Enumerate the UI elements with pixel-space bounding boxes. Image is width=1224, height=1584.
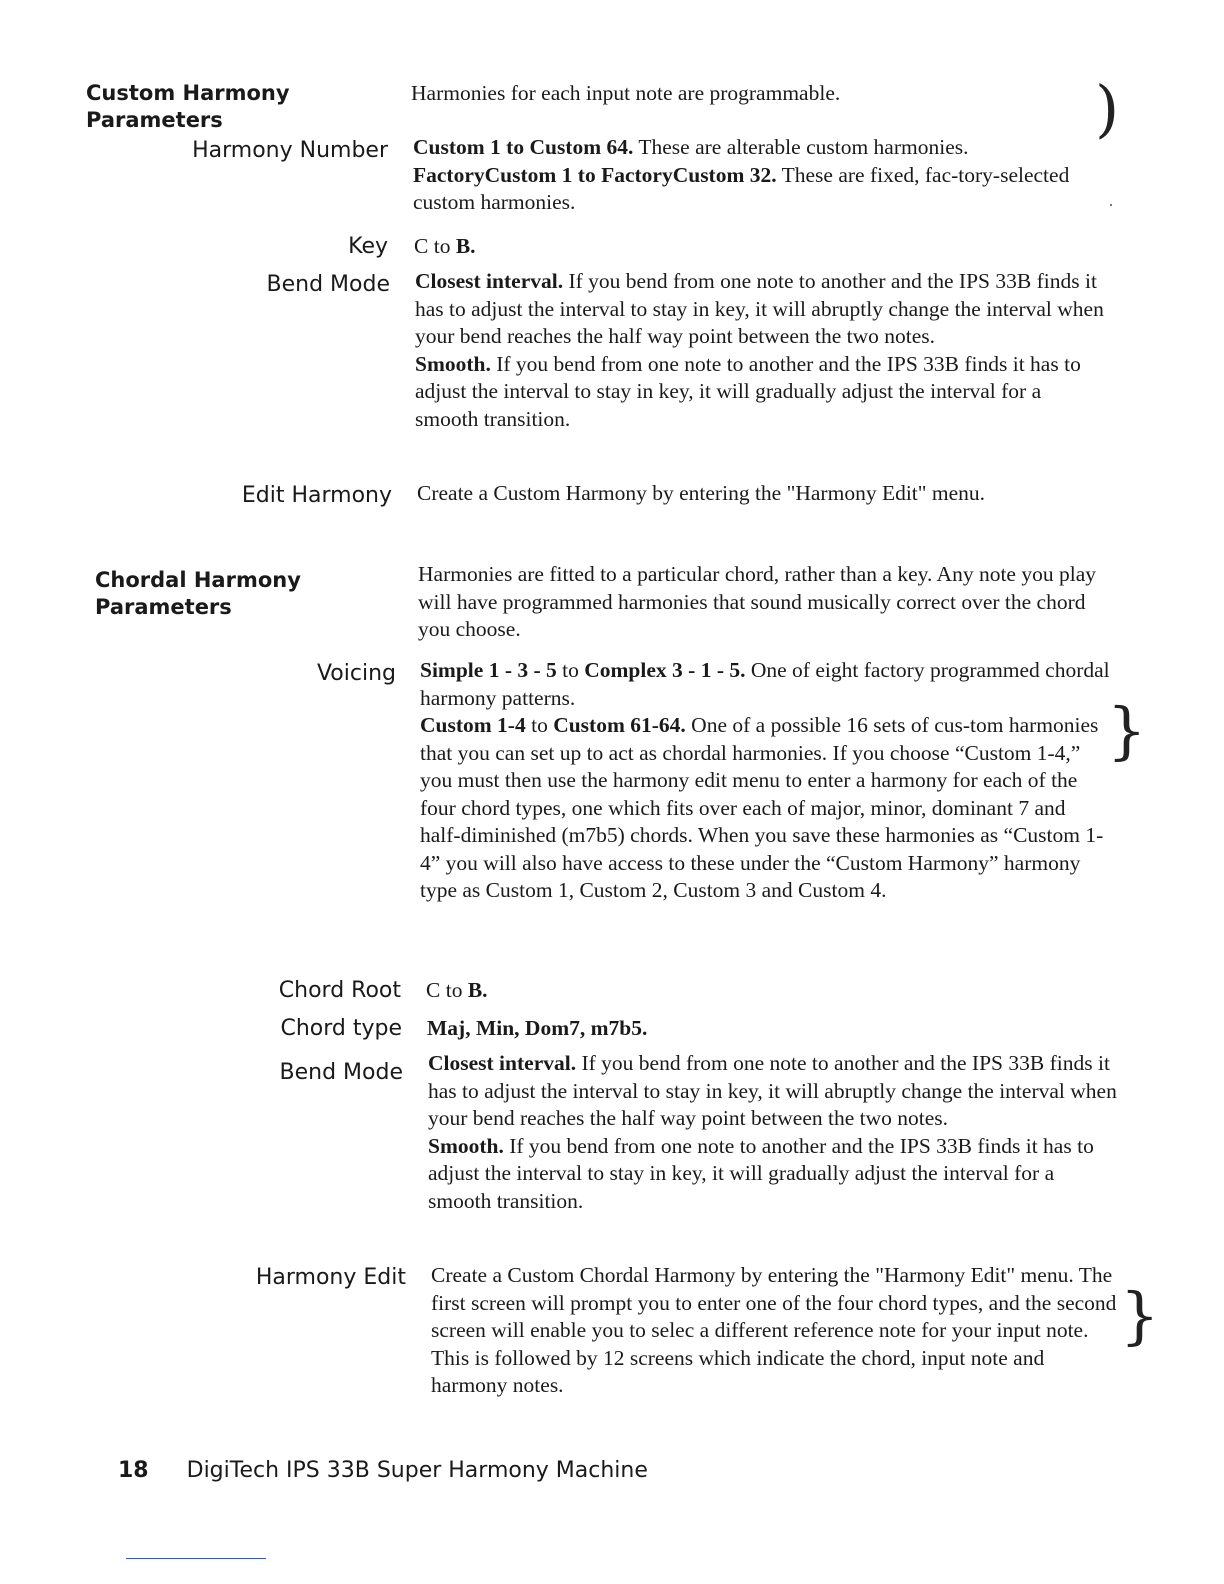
desc-chord-type: Maj, Min, Dom7, m7b5. [427,1016,648,1040]
desc-harmony-number: Custom 1 to Custom 64. These are alterable custom harmonies. FactoryCustom 1 to FactoryCustom 32. These are fixed, fac-tory-selected custom harmonies. [413,135,1070,214]
label-chord-type: Chord type [280,1016,402,1041]
scan-bracket-mark: ) [1095,72,1120,145]
label-edit-harmony: Edit Harmony [241,483,392,508]
label-key: Key [348,234,388,259]
label-chordal-bend-mode: Bend Mode [279,1060,403,1085]
chordal-harmony-intro [418,561,1108,644]
custom-harmony-intro-text: Harmonies for each input note are programmable. [411,81,841,105]
desc-chordal-bend-mode: Closest interval. If you bend from one note to another and the IPS 33B finds it has to adjust the interval to stay in key, it will abruptly change the interval when your bend reaches the half way point between the two notes. Smooth. If you bend from one note to another and the IPS 33B finds it has to adjust the interval to stay in key, it will gradually adjust the interval for a smooth transition. [428,1051,1117,1213]
section-heading-chordal-harmony: Chordal Harmony Parameters [95,568,301,619]
scan-speck [1110,204,1112,206]
custom-harmony-intro [411,80,1101,108]
scan-bracket-mark: } [1120,1279,1160,1352]
desc-voicing: Simple 1 - 3 - 5 to Complex 3 - 1 - 5. One of eight factory programmed chordal harmony patterns. Custom 1-4 to Custom 61-64. One of a possible 16 sets of cus-tom harmonies that you can set up to act as chordal harmonies. If you choose “Custom 1-4,” you must then use the harmony edit menu to enter a harmony for each of the four chord types, one which fits over each of major, minor, dominant 7 and half-diminished (m7b5) chords. When you save these harmonies as “Custom 1-4” you will also have access to these under the “Custom Harmony” harmony type as Custom 1, Custom 2, Custom 3 and Custom 4. [420,658,1110,902]
footer-rule [126,1558,266,1559]
desc-edit-harmony: Create a Custom Harmony by entering the "Harmony Edit" menu. [417,481,986,505]
chordal-harmony-intro-text: Harmonies are fitted to a particular chord, rather than a key. Any note you play will have programmed harmonies that sound musically correct over the chord you choose. [418,562,1096,641]
footer-title: DigiTech IPS 33B Super Harmony Machine [186,1458,648,1483]
page-footer [118,1456,648,1486]
label-voicing: Voicing [316,661,396,686]
label-harmony-number: Harmony Number [192,138,388,163]
desc-harmony-edit: Create a Custom Chordal Harmony by entering the "Harmony Edit" menu. The first screen will prompt you to enter one of the four chord types, and the second screen will enable you to selec a different reference note for your input note. This is followed by 12 screens which indicate the chord, input note and harmony notes. [431,1263,1117,1397]
label-bend-mode: Bend Mode [266,272,390,297]
label-harmony-edit: Harmony Edit [255,1265,406,1290]
section-heading-custom-harmony: Custom Harmony Parameters [86,81,290,132]
scan-bracket-mark: } [1107,694,1147,767]
label-chord-root: Chord Root [278,978,401,1003]
desc-bend-mode: Closest interval. If you bend from one note to another and the IPS 33B finds it has to adjust the interval to stay in key, it will abruptly change the interval when your bend reaches the half way point between the two notes. Smooth. If you bend from one note to another and the IPS 33B finds it has to adjust the interval to stay in key, it will gradually adjust the interval for a smooth transition. [415,269,1104,431]
desc-chord-root: C to B. [426,978,488,1002]
desc-key: C to B. [414,234,476,258]
page-number: 18 [118,1458,149,1483]
